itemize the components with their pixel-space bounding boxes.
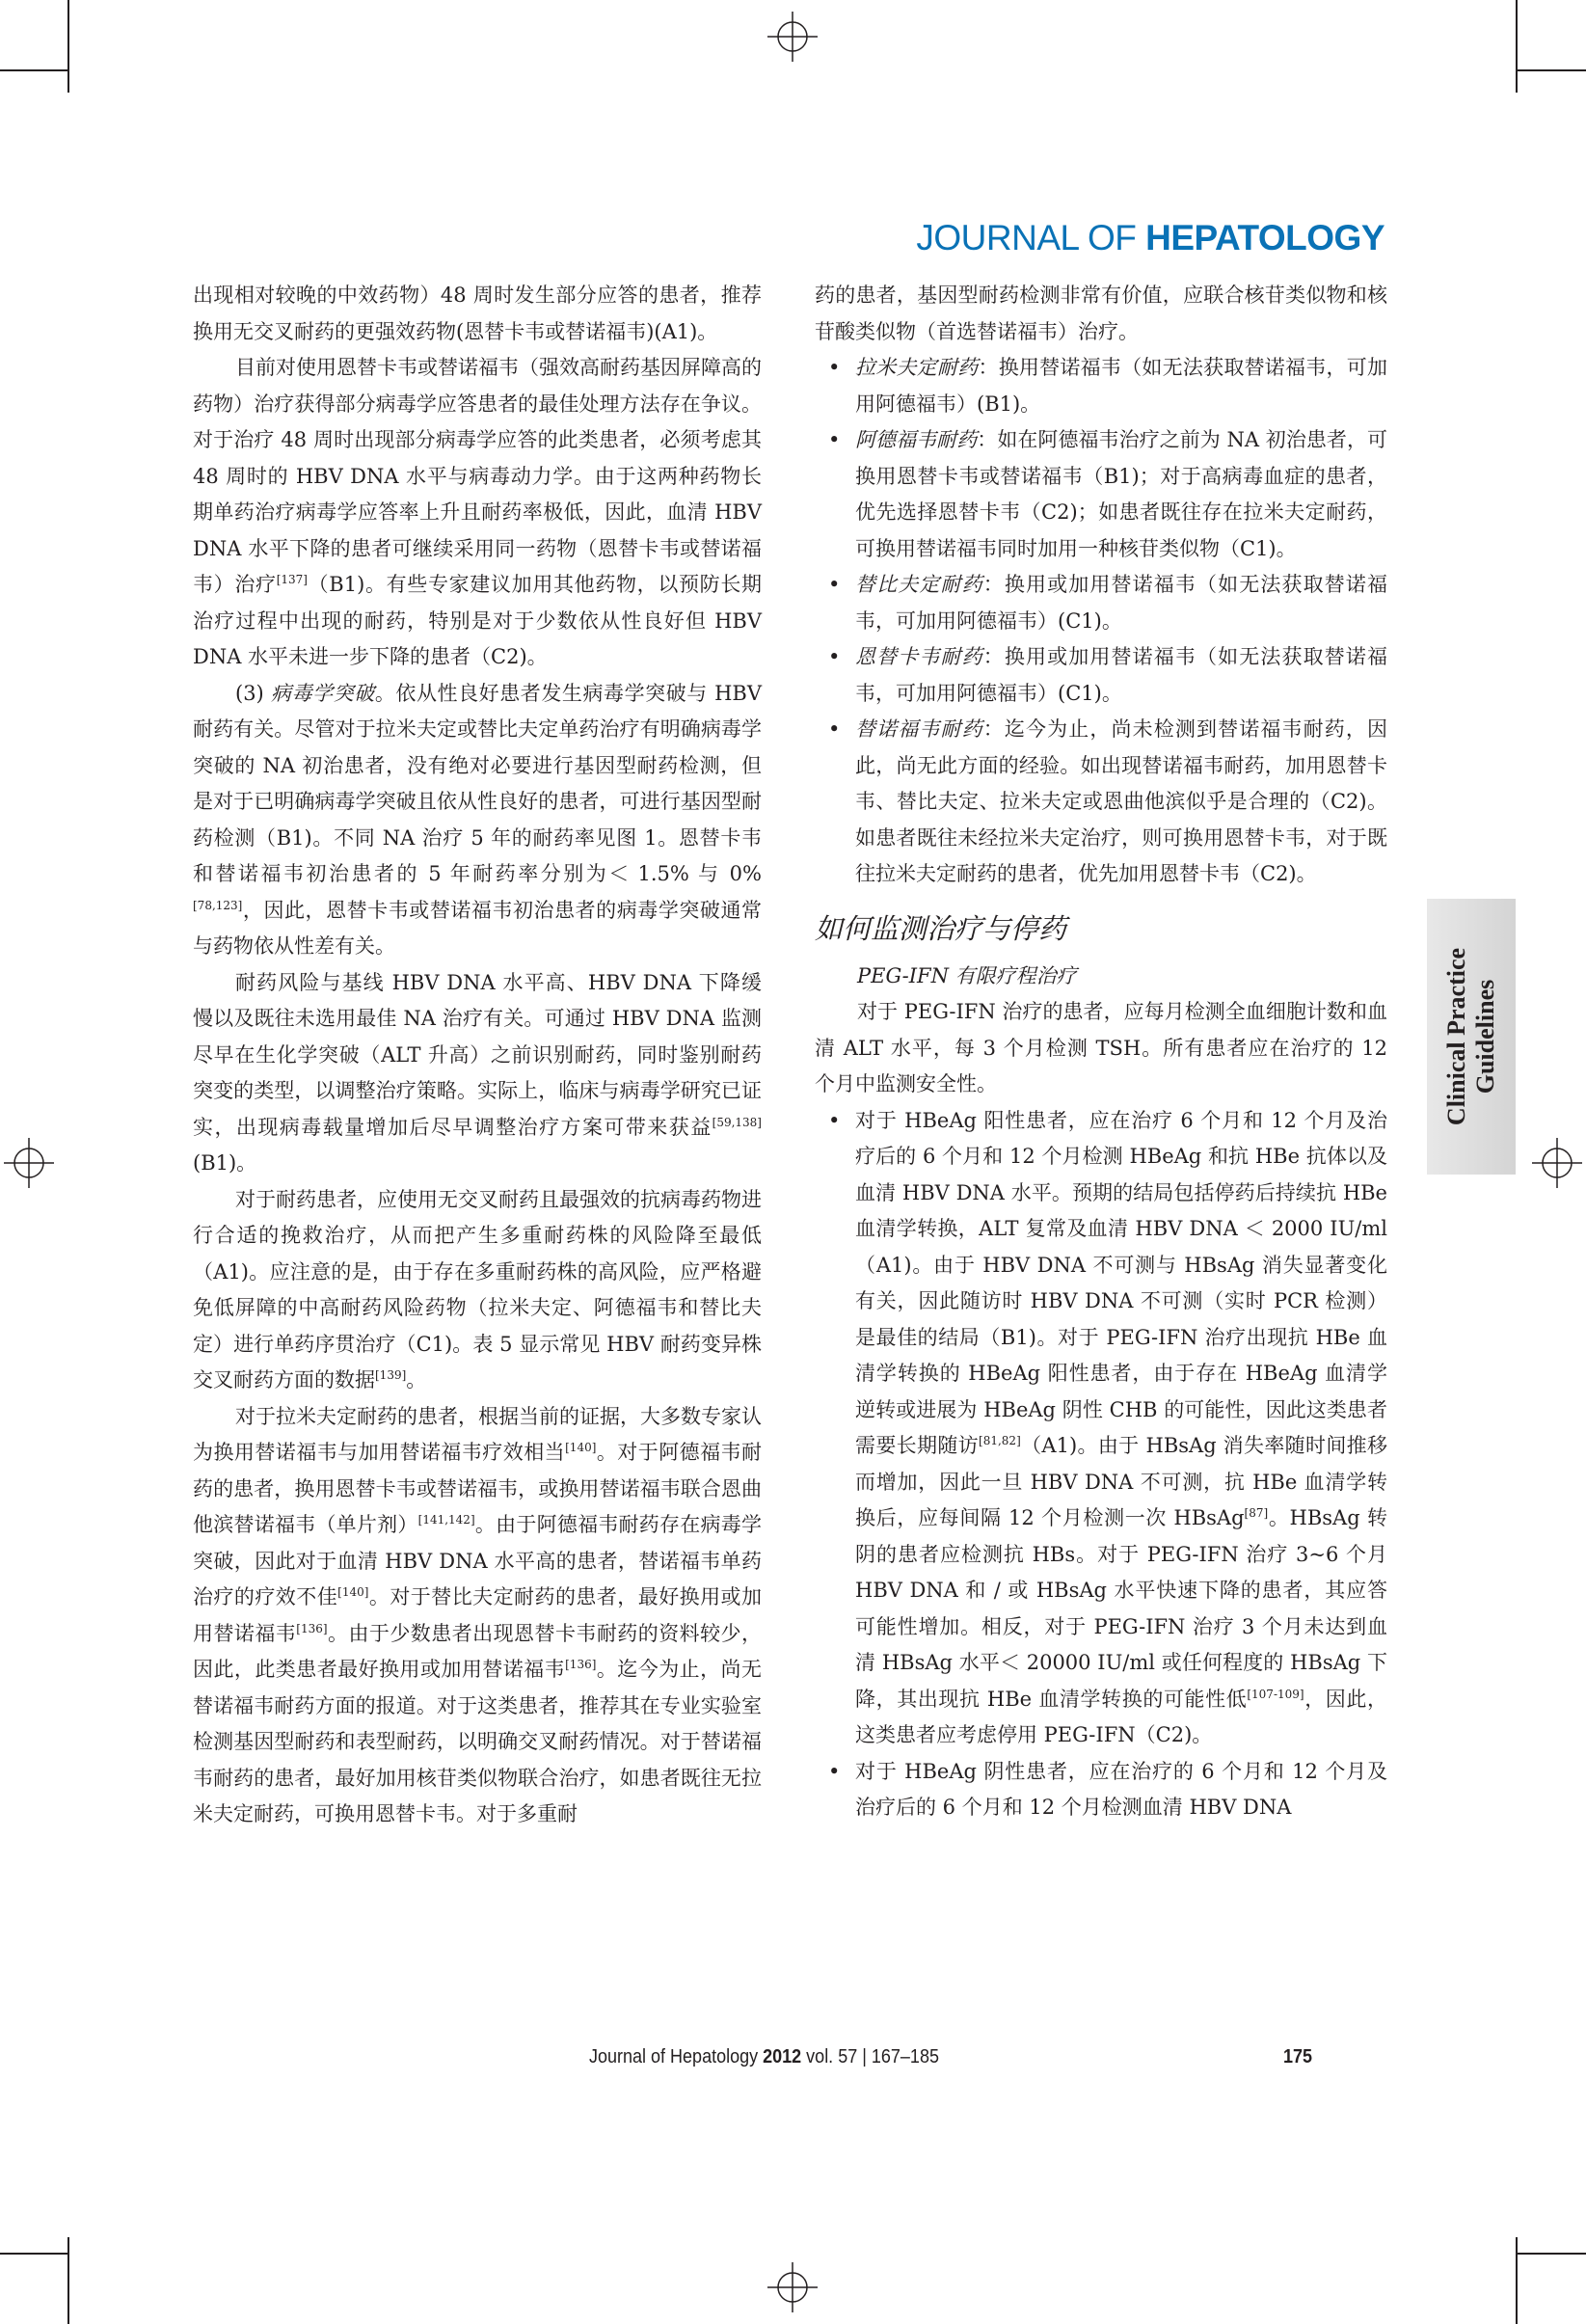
bullet-item: • 恩替卡韦耐药：换用或加用替诺福韦（如无法获取替诺福韦，可加用阿德福韦）(C1)。: [815, 639, 1387, 712]
paragraph: 出现相对较晚的中效药物）48 周时发生部分应答的患者，推荐换用无交叉耐药的更强效药物(恩替卡韦或替诺福韦)(A1)。: [193, 284, 762, 343]
crop-mark: [1516, 0, 1518, 93]
crop-mark: [67, 0, 69, 93]
journal-header-name: HEPATOLOGY: [1145, 218, 1384, 257]
page-number: 175: [1283, 2046, 1313, 2067]
journal-header: [916, 218, 1384, 258]
crop-mark: [1518, 69, 1586, 71]
right-column: [815, 278, 1387, 1826]
inline-heading: 病毒学突破: [271, 681, 375, 705]
citation: [136]: [565, 1658, 597, 1671]
bullet-item: • 对于 HBeAg 阳性患者，应在治疗 6 个月和 12 个月及治疗后的 6 个月和 12 个月检测 HBeAg 和抗 HBe 抗体以及血清 HBV DNA 水平。预期的结局包括停药后持续抗 HBe 血清学转换，ALT 复常及血清 HBV DNA ＜ 2000 IU/ml（A1)。由于 HBV DNA 不可测与 HBsAg 消失显著变化有关，因此随访时 HBV DNA 不可测（实时 PCR 检测）是最佳的结局（B1)。对于 PEG-IFN 治疗出现抗 HBe 血清学转换的 HBeAg 阳性患者，由于存在 HBeAg 血清学逆转或进展为 HBeAg 阴性 CHB 的可能性，因此这类患者需要长期随访[81,82]（A1)。由于 HBsAg 消失率随时间推移而增加，因此一旦 HBV DNA 不可测，抗 HBe 血清学转换后，应每间隔 12 个月检测一次 HBsAg[87]。HBsAg 转阴的患者应检测抗 HBs。对于 PEG-IFN 治疗 3~6 个月 HBV DNA 和 / 或 HBsAg 水平快速下降的患者，其应答可能性增加。相反，对于 PEG-IFN 治疗 3 个月未达到血清 HBsAg 水平＜ 20000 IU/ml 或任何程度的 HBsAg 下降，其出现抗 HBe 血清学转换的可能性低[107-109]，因此，这类患者应考虑停用 PEG-IFN（C2)。: [815, 1103, 1387, 1754]
bullet-item: • 替诺福韦耐药：迄今为止，尚未检测到替诺福韦耐药，因此，尚无此方面的经验。如出现替诺福韦耐药，加用恩替卡韦、替比夫定、拉米夫定或恩曲他滨似乎是合理的（C2)。如患者既往未经拉米夫定治疗，则可换用恩替卡韦，对于既往拉米夫定耐药的患者，优先加用恩替卡韦（C2)。: [815, 712, 1387, 893]
bullet-item: • 对于 HBeAg 阴性患者，应在治疗的 6 个月和 12 个月及治疗后的 6 个月和 12 个月检测血清 HBV DNA: [815, 1754, 1387, 1826]
citation: [136]: [296, 1621, 328, 1635]
bullet-item: • 拉米夫定耐药：换用替诺福韦（如无法获取替诺福韦，可加用阿德福韦）(B1)。: [815, 350, 1387, 422]
side-tab-label: [1442, 902, 1500, 1172]
citation: [140]: [337, 1585, 369, 1599]
citation: [87]: [1244, 1506, 1269, 1520]
paragraph: (3) 病毒学突破。依从性良好患者发生病毒学突破与 HBV 耐药有关。尽管对于拉米夫定或替比夫定单药治疗有明确病毒学突破的 NA 初治患者，没有绝对必要进行基因型耐药检测，但是对于已明确病毒学突破且依从性良好的患者，可进行基因型耐药检测（B1)。不同 NA 治疗 5 年的耐药率见图 1。恩替卡韦和替诺福韦初治患者的 5 年耐药率分别为＜ 1.5% 与 0%[78,123]，因此，恩替卡韦或替诺福韦初治患者的病毒学突破通常与药物依从性差有关。: [193, 681, 763, 958]
section-heading: 如何监测治疗与停药: [815, 911, 1067, 945]
citation: [81,82]: [979, 1434, 1021, 1447]
bullet-icon: •: [828, 1108, 841, 1132]
crop-mark: [0, 69, 67, 71]
registration-mark: [1532, 1138, 1582, 1188]
citation: [139]: [375, 1368, 407, 1382]
citation: [137]: [276, 573, 308, 586]
citation: [107-109]: [1247, 1687, 1304, 1701]
citation: [141,142]: [417, 1513, 475, 1527]
crop-mark: [67, 2237, 69, 2324]
paragraph: 药的患者，基因型耐药检测非常有价值，应联合核苷类似物和核苷酸类似物（首选替诺福韦）治疗。: [815, 284, 1387, 343]
citation: [59,138]: [712, 1115, 762, 1129]
paragraph: 对于耐药患者，应使用无交叉耐药且最强效的抗病毒药物进行合适的挽救治疗，从而把产生多重耐药株的风险降至最低（A1)。应注意的是，由于存在多重耐药株的高风险，应严格避免低屏障的中高耐药风险药物（拉米夫定、阿德福韦和替比夫定）进行单药序贯治疗（C1)。表 5 显示常见 HBV 耐药变异株交叉耐药方面的数据[139]。: [193, 1187, 762, 1392]
subsection-heading: PEG-IFN 有限疗程治疗: [857, 963, 1077, 987]
bullet-icon: •: [828, 573, 841, 596]
registration-mark: [4, 1138, 54, 1188]
paragraph: 对于 PEG-IFN 治疗的患者，应每月检测全血细胞计数和血清 ALT 水平，每 3 个月检测 TSH。所有患者应在治疗的 12 个月中监测安全性。: [815, 1000, 1387, 1095]
left-column: [193, 278, 762, 1833]
bullet-icon: •: [828, 717, 841, 741]
crop-mark: [1516, 2237, 1518, 2324]
paragraph: 目前对使用恩替卡韦或替诺福韦（强效高耐药基因屏障高的药物）治疗获得部分病毒学应答患者的最佳处理方法存在争议。对于治疗 48 周时出现部分病毒学应答的此类患者，必须考虑其 48 周时的 HBV DNA 水平与病毒动力学。由于这两种药物长期单药治疗病毒学应答率上升且耐药率极低，因此，血清 HBV DNA 水平下降的患者可继续采用同一药物（恩替卡韦或替诺福韦）治疗[137]（B1)。有些专家建议加用其他药物，以预防长期治疗过程中出现的耐药，特别是对于少数依从性良好但 HBV DNA 水平未进一步下降的患者（C2)。: [193, 356, 763, 668]
bullet-icon: •: [828, 356, 841, 379]
bullet-item: • 阿德福韦耐药：如在阿德福韦治疗之前为 NA 初治患者，可换用恩替卡韦或替诺福韦（B1)；对于高病毒血症的患者，优先选择恩替卡韦（C2)；如患者既往存在拉米夫定耐药，可换用替诺福韦同时加用一种核苷类似物（C1)。: [815, 422, 1387, 567]
paragraph: 对于拉米夫定耐药的患者，根据当前的证据，大多数专家认为换用替诺福韦与加用替诺福韦疗效相当[140]。对于阿德福韦耐药的患者，换用恩替卡韦或替诺福韦，或换用替诺福韦联合恩曲他滨替诺福韦（单片剂）[141,142]。由于阿德福韦耐药存在病毒学突破，因此对于血清 HBV DNA 水平高的患者，替诺福韦单药治疗的疗效不佳[140]。对于替比夫定耐药的患者，最好换用或加用替诺福韦[136]。由于少数患者出现恩替卡韦耐药的资料较少，因此，此类患者最好换用或加用替诺福韦[136]。迄今为止，尚无替诺福韦耐药方面的报道。对于这类患者，推荐其在专业实验室检测基因型耐药和表型耐药，以明确交叉耐药情况。对于替诺福韦耐药的患者，最好加用核苷类似物联合治疗，如患者既往无拉米夫定耐药，可换用恩替卡韦。对于多重耐: [193, 1404, 763, 1825]
footer-citation: Journal of Hepatology 2012 vol. 57 | 167–185: [589, 2046, 939, 2067]
paragraph: 耐药风险与基线 HBV DNA 水平高、HBV DNA 下降缓慢以及既往未选用最佳 NA 治疗有关。可通过 HBV DNA 监测尽早在生化学突破（ALT 升高）之前识别耐药，同时鉴别耐药突变的类型，以调整治疗策略。实际上，临床与病毒学研究已证实，出现病毒载量增加后尽早调整治疗方案可带来获益[59,138](B1)。: [193, 970, 762, 1175]
bullet-icon: •: [828, 1759, 841, 1783]
citation: [140]: [565, 1441, 597, 1454]
bullet-icon: •: [828, 645, 841, 668]
citation: [78,123]: [193, 898, 243, 912]
journal-header-prefix: JOURNAL OF: [916, 218, 1137, 257]
crop-mark: [0, 2253, 67, 2255]
registration-mark: [767, 2262, 818, 2312]
bullet-item: • 替比夫定耐药：换用或加用替诺福韦（如无法获取替诺福韦，可加用阿德福韦）(C1)。: [815, 567, 1387, 639]
section-side-tab: [1427, 899, 1516, 1175]
registration-mark: [767, 12, 818, 62]
side-tab-line1: Clinical Practice: [1442, 947, 1470, 1126]
bullet-icon: •: [828, 428, 841, 451]
side-tab-line2: Guidelines: [1471, 979, 1499, 1094]
crop-mark: [1518, 2253, 1586, 2255]
